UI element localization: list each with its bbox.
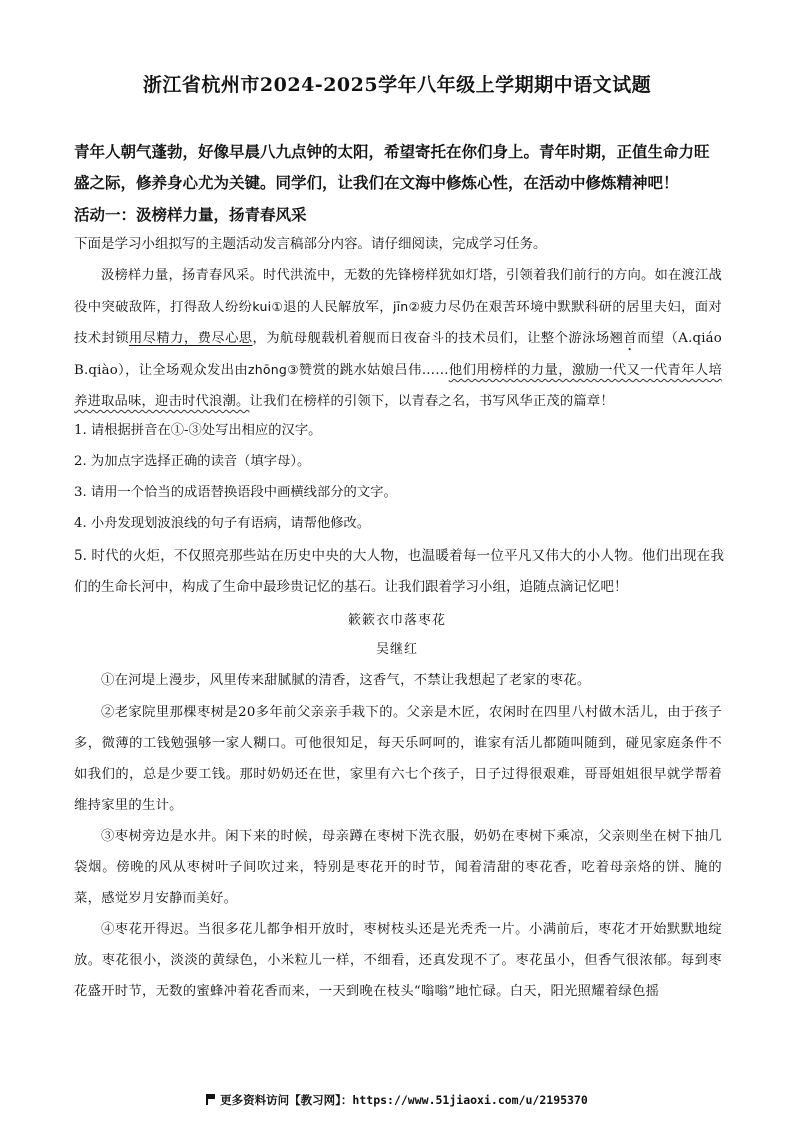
activity1-heading: 活动一：汲榜样力量，扬青春风采 xyxy=(74,205,307,224)
dotted-character: 首 xyxy=(623,331,638,346)
speech-text: 退的人民解放军， xyxy=(283,300,393,315)
speech-text: 让我们在榜样的引领下，以青春之名，书写风华正茂的篇章！ xyxy=(249,394,614,409)
speech-text: 而望（A.qiáo B.qiào），让全场观众发出由 xyxy=(74,331,736,378)
article-paragraph-4: ④枣花开得迟。当很多花儿都争相开放时，枣树枝头还是光秃秃一片。小满前后，枣花才开始默默地绽放。枣花很小，淡淡的黄绿色，小米粒儿一样，不细看，还真发现不了。枣花虽小，但香气很浓郁。每到枣花盛开时节，无数的蜜蜂冲着花香而来，一天到晚在枝头“嗡嗡”地忙碌。白天，阳光照耀着绿色摇 xyxy=(74,922,722,999)
activity1-instruction: 下面是学习小组拟写的主题活动发言稿部分内容。请仔细阅读，完成学习任务。 xyxy=(74,236,547,252)
speech-paragraph xyxy=(74,260,736,417)
page-title: 浙江省杭州市2024-2025学年八年级上学期期中语文试题 xyxy=(142,74,652,96)
underlined-phrase: 用尽精力，费尽心思 xyxy=(128,331,253,346)
speech-text: 疲力尽仍在艰苦环境中默默科研的居里夫妇，面对技术封锁 xyxy=(74,300,722,346)
pinyin-blank-1: kui① xyxy=(252,299,284,314)
speech-text: 赞赏的跳水姑娘吕伟…… xyxy=(298,363,449,378)
footer-link[interactable] xyxy=(0,1092,794,1108)
article-paragraph-2: ②老家院里那棵枣树是20多年前父亲亲手栽下的。父亲是木匠，农闲时在四里八村做木活儿，由于孩子多，微薄的工钱勉强够一家人糊口。可他很知足，每天乐呵呵的，谁家有活儿都随叫随到，碰见家庭条件不如我们的，总是少要工钱。那时奶奶还在世，家里有六七个孩子，日子过得很艰难，哥哥姐姐很早就学帮着维持家里的生计。 xyxy=(74,705,722,813)
speech-text: 翘 xyxy=(609,331,624,346)
flag-icon xyxy=(206,1094,216,1105)
question-1: 1. 请根据拼音在①-③处写出相应的汉字。 xyxy=(74,423,322,438)
question-2: 2. 为加点字选择正确的读音（填字母）。 xyxy=(74,454,311,469)
question-3: 3. 请用一个恰当的成语替换语段中画横线部分的文字。 xyxy=(74,485,397,500)
article-title: 簌簌衣巾落枣花 xyxy=(347,613,446,628)
pinyin-blank-3: zhōng③ xyxy=(248,362,299,377)
pinyin-blank-2: jīn② xyxy=(392,299,421,314)
article-paragraph-3: ③枣树旁边是水井。闲下来的时候，母亲蹲在枣树下洗衣服，奶奶在枣树下乘凉，父亲则坐在树下抽几袋烟。傍晚的风从枣树叶子间吹过来，特别是枣花开的时节，闻着清甜的枣花香，吃着母亲烙的饼、腌的菜，感觉岁月安静而美好。 xyxy=(74,829,722,906)
footer-text[interactable]: 更多资料访问【教习网】：https://www.51jiaoxi.com/u/2195370 xyxy=(220,1093,588,1107)
intro-paragraph: 青年人朝气蓬勃，好像早晨八九点钟的太阳，希望寄托在你们身上。青年时期，正值生命力旺盛之际，修养身心尤为关键。同学们，让我们在文海中修炼心性，在活动中修炼精神吧！ xyxy=(74,142,710,192)
question-5: 5. 时代的火炬，不仅照亮那些站在历史中央的大人物，也温暖着每一位平凡又伟大的小人物。他们出现在我们的生命长河中，构成了生命中最珍贵记忆的基石。让我们跟着学习小组，追随点滴记忆吧！ xyxy=(74,548,724,595)
speech-text: ，为航母舰载机着舰而日夜奋斗的技术员们，让整个游泳场 xyxy=(252,331,610,346)
speech-text: 汲榜样力量，扬青春风采。时代洪流中，无数的先锋榜样犹如灯塔，引领着我们前行的方向。如在渡江战役中突破敌阵，打得敌人纷纷 xyxy=(74,268,722,315)
article-author: 吴继红 xyxy=(375,642,418,657)
article-paragraph-1: ①在河堤上漫步，风里传来甜腻腻的清香，这香气，不禁让我想起了老家的枣花。 xyxy=(101,673,591,688)
wavy-underlined-sentence: 他们用榜样的力量，激励一代又一代青年人培养进取品味，迎击时代浪潮。 xyxy=(74,363,723,409)
question-4: 4. 小舟发现划波浪线的句子有语病，请帮他修改。 xyxy=(74,516,371,531)
